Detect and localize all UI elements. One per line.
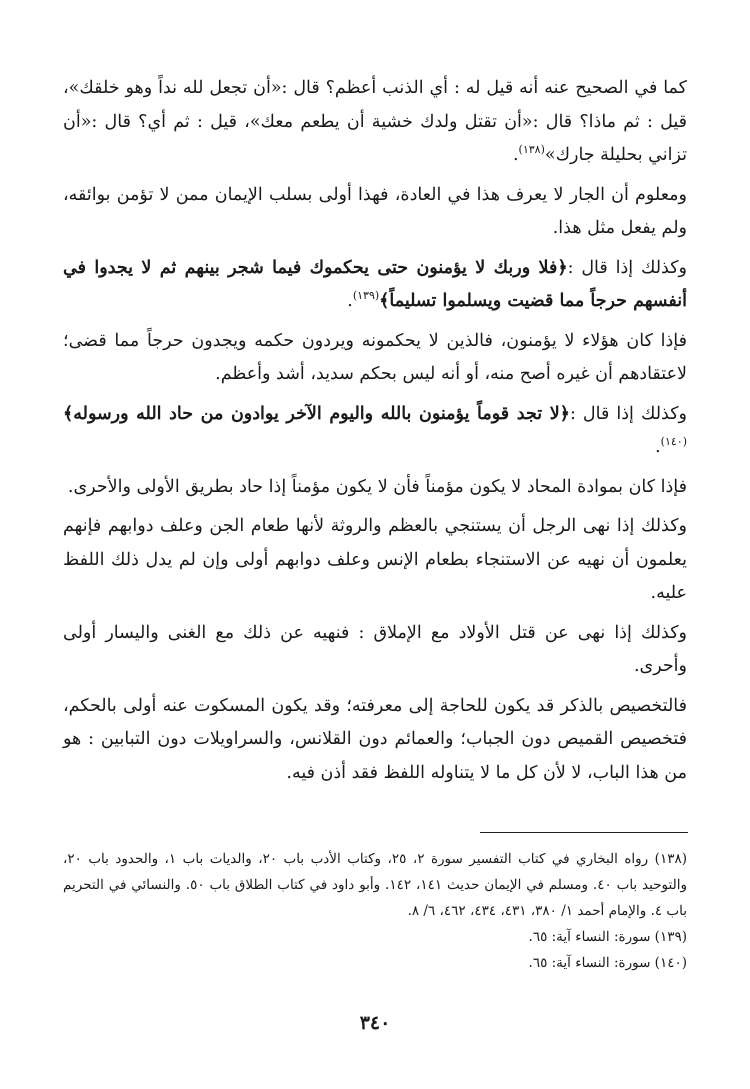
paragraph: كما في الصحيح عنه أنه قيل له : أي الذنب أعظم؟ قال :«أن تجعل لله نداً وهو خلقك»، قيل : ثم ماذا؟ قال :«أن تقتل ولدك خشية أن يطعم معك»، قيل : ثم أي؟ قال :«أن تزاني بحليلة جارك»$^{(١٣٨)}$.: [63, 78, 687, 165]
footnote-ref[interactable]: (١٣٨): [518, 143, 545, 157]
footnote: (١٣٩) سورة: النساء آية: ٦٥.: [528, 929, 687, 945]
footnote-separator: [480, 832, 688, 833]
page-number: ٣٤٠: [359, 1012, 391, 1034]
quran-quote: ﴿فلا وربك لا يؤمنون حتى يحكموك فيما شجر بينهم ثم لا يجدوا في أنفسهم حرجاً مما قضيت ويسلموا تسليماً﴾: [63, 257, 687, 311]
footnotes: [63, 846, 687, 976]
paragraph: ومعلوم أن الجار لا يعرف هذا في العادة، فهذا أولى بسلب الإيمان ممن لا تؤمن بوائقه، ولم يفعل مثل هذا.: [63, 184, 687, 238]
quran-quote: ﴿لا تجد قوماً يؤمنون بالله واليوم الآخر يوادون من حاد الله ورسوله﴾: [63, 403, 570, 424]
footnote: (١٤٠) سورة: النساء آية: ٦٥.: [528, 955, 687, 971]
paragraph: وكذلك إذا قال :﴿لا تجد قوماً يؤمنون بالله واليوم الآخر يوادون من حاد الله ورسوله﴾$^{(١٤٠)}$.: [63, 403, 688, 457]
paragraph: وكذلك إذا قال :﴿فلا وربك لا يؤمنون حتى يحكموك فيما شجر بينهم ثم لا يجدوا في أنفسهم حرجاً مما قضيت ويسلموا تسليماً﴾$^{(١٣٩)}$.: [63, 257, 688, 311]
footnote: (١٣٨) رواه البخاري في كتاب التفسير سورة ٢، ٢٥، وكتاب الأدب باب ٢٠، والديات باب ١، والحدود باب ٢٠، والتوحيد باب ٤٠. ومسلم في الإيمان حديث ١٤١، ١٤٢. وأبو داود في كتاب الطلاق باب ٥٠. والنسائي في التحريم باب ٤. والإمام أحمد ١/ ٣٨٠، ٤٣١، ٤٣٤، ٤٦٢، ٦/ ٨.: [63, 851, 687, 919]
main-text: [63, 72, 687, 796]
paragraph: وكذلك إذا نهى عن قتل الأولاد مع الإملاق : فنهيه عن ذلك مع الغنى واليسار أولى وأحرى.: [63, 622, 687, 676]
paragraph: وكذلك إذا نهى الرجل أن يستنجي بالعظم والروثة لأنها طعام الجن وعلف دوابهم فإنهم يعلمون أن نهيه عن الاستنجاء بطعام الإنس وعلف دوابهم أولى وإن لم يدل ذلك اللفظ عليه.: [63, 516, 687, 603]
paragraph: فالتخصيص بالذكر قد يكون للحاجة إلى معرفته؛ وقد يكون المسكوت عنه أولى بالحكم، فتخصيص القميص دون الجباب؛ والعمائم دون القلانس، والسراويلات دون التبابين : هو من هذا الباب، لا لأن كل ما لا يتناوله اللفظ فقد أذن فيه.: [63, 695, 687, 783]
footnote-ref[interactable]: (١٣٩): [352, 289, 380, 303]
paragraph: فإذا كان بموادة المحاد لا يكون مؤمناً فأن لا يكون مؤمناً إذا حاد بطريق الأولى والأحرى.: [67, 476, 687, 497]
footnote-ref[interactable]: (١٤٠): [660, 435, 687, 449]
paragraph: فإذا كان هؤلاء لا يؤمنون، فالذين لا يحكمونه ويردون حكمه ويجدون حرجاً مما قضى؛ لاعتقادهم أن غيره أصح منه، أو أنه ليس بحكم سديد، أشد وأعظم.: [63, 330, 687, 384]
